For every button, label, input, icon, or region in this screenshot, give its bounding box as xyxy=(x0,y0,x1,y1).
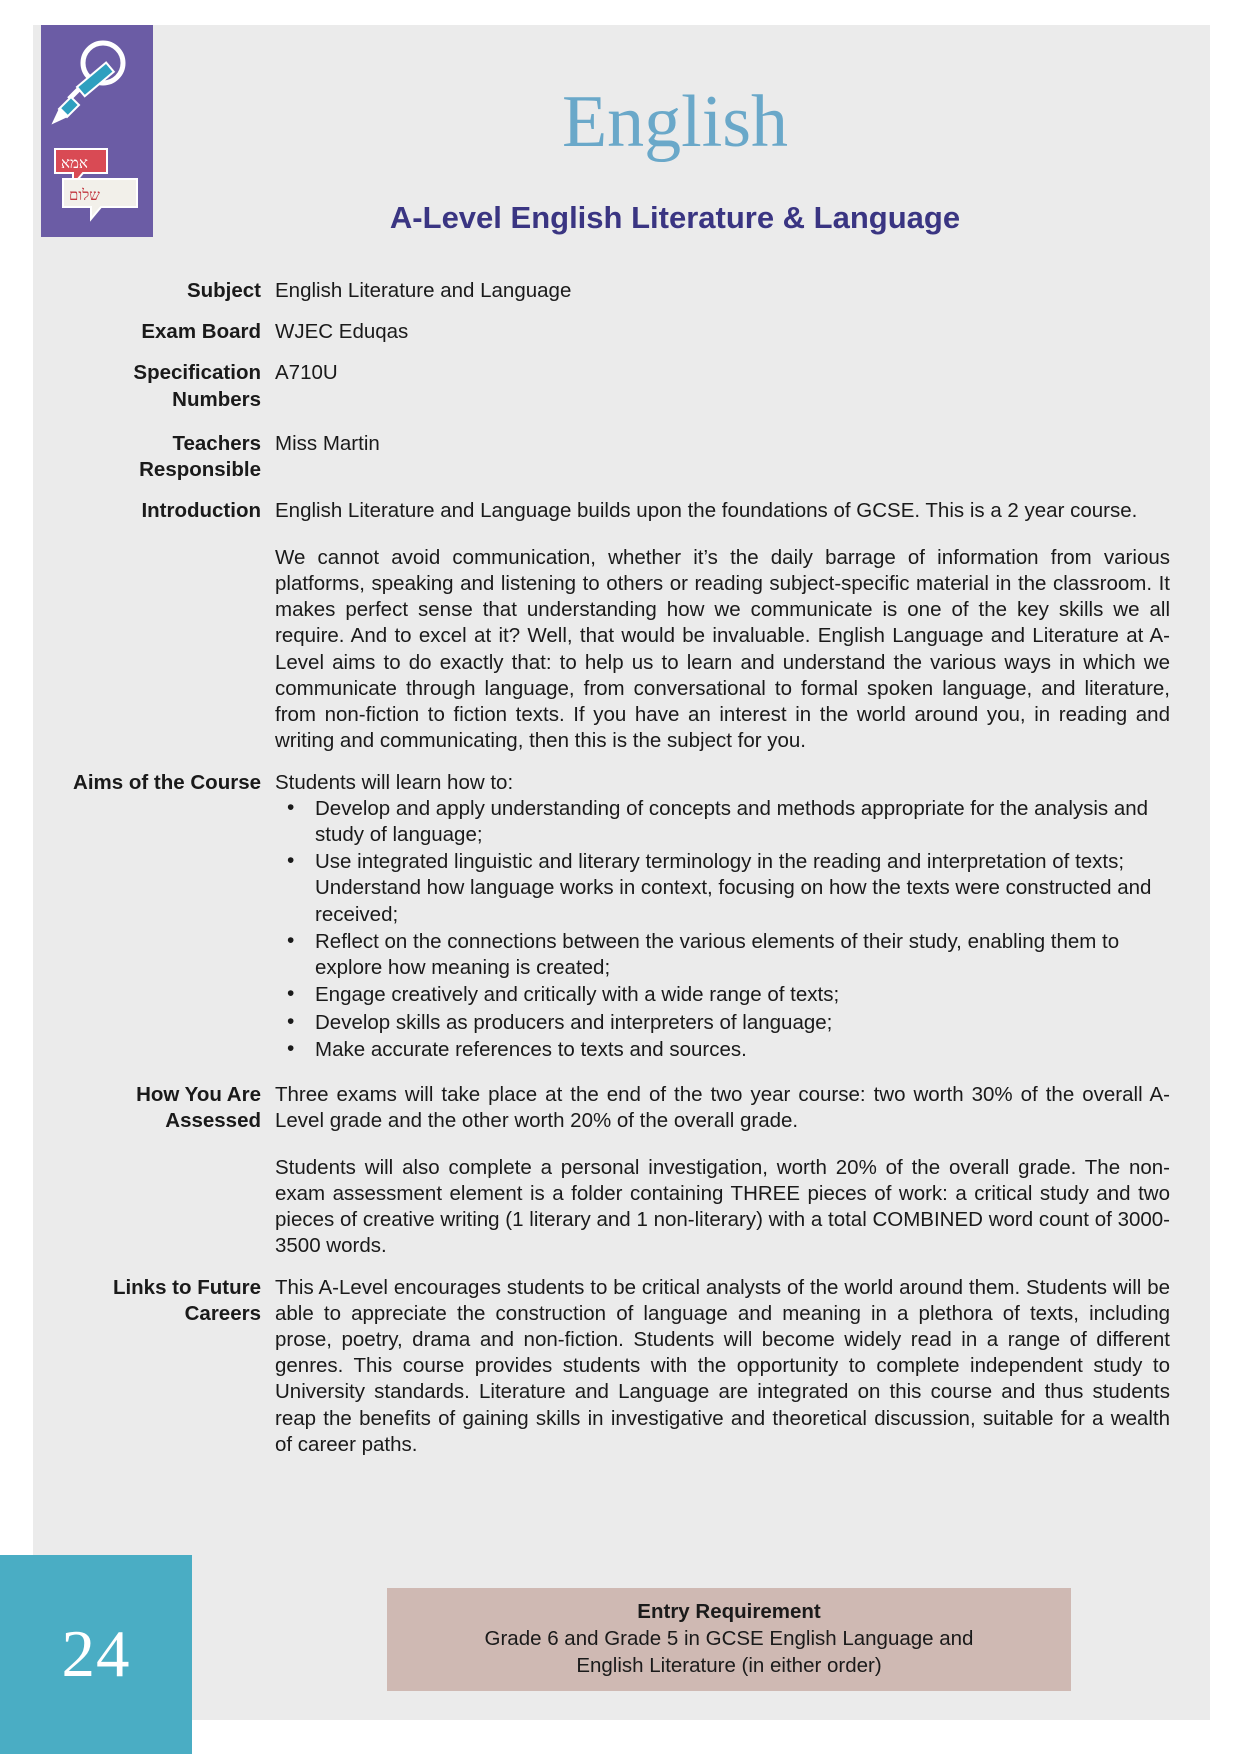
field-assessment-value xyxy=(275,1082,1170,1259)
course-details xyxy=(60,278,1170,1473)
page-title: English xyxy=(561,81,789,163)
introduction-paragraph-1: English Literature and Language builds upon the foundations of GCSE. This is a 2 year course. xyxy=(275,499,1138,523)
introduction-paragraph-2: We cannot avoid communication, whether it’s the daily barrage of information from various platforms, speaking and listening to others or reading subject-specific material in the classroom. It makes perfect sense that understanding how we communicate is one of the key skills we all require. And to excel at it? Well, that would be invaluable. English Language and Literature at A-Level aims to do exactly that: to help us to learn and understand the various ways in which we communicate through language, from conversational to formal spoken language, and literature, from non-fiction to fiction texts. If you have an interest in the world around you, in reading and writing and communicating, then this is the subject for you. xyxy=(275,545,1170,753)
list-item: • Use integrated linguistic and literary terminology in the reading and interpretation of texts; Understand how language works in context, focusing on how the texts were constructed and received; xyxy=(275,849,1170,928)
field-introduction-label: Introduction xyxy=(141,499,261,523)
assessment-paragraph-1: Three exams will take place at the end of the two year course: two worth 30% of the overall A-Level grade and the other worth 20% of the overall grade. xyxy=(275,1083,1170,1133)
field-specification-numbers-value: A710U xyxy=(275,361,338,385)
field-exam-board xyxy=(60,319,1170,345)
list-item: • Make accurate references to texts and sources. xyxy=(275,1037,1170,1063)
entry-requirement-title: Entry Requirement xyxy=(637,1599,821,1623)
field-exam-board-value: WJEC Eduqas xyxy=(275,320,409,344)
field-assessment xyxy=(60,1082,1170,1259)
page-subtitle: A-Level English Literature & Language xyxy=(389,200,961,235)
field-aims-value xyxy=(275,770,1170,1065)
left-margin-strip xyxy=(0,0,33,1754)
field-subject-label: Subject xyxy=(186,279,261,302)
aims-bullet-list xyxy=(275,796,1170,1063)
careers-paragraph-1: This A-Level encourages students to be critical analysts of the world around them. Students will be able to appreciate the construction of language and meaning in a plethora of texts, including prose, poetry, drama and non-fiction. Students will become widely read in a range of different genres. This course provides students with the opportunity to complete independent study to University standards. Literature and Language are integrated on this course and thus students reap the benefits of gaining skills in investigative and theoretical discussion, suitable for a wealth of career paths. xyxy=(275,1275,1170,1456)
field-assessment-label: How You Are Assessed xyxy=(136,1083,261,1133)
entry-requirement-box xyxy=(387,1588,1071,1691)
page-number: 24 xyxy=(0,1555,192,1754)
field-careers-value xyxy=(275,1275,1170,1459)
field-careers-label: Links to Future Careers xyxy=(112,1275,261,1325)
entry-requirement-line-2: English Literature (in either order) xyxy=(576,1653,882,1677)
svg-text:שלום: שלום xyxy=(69,188,100,204)
pencil-and-speech-bubble-icon xyxy=(41,25,153,237)
list-item: • Develop and apply understanding of concepts and methods appropriate for the analysis and study of language; xyxy=(275,796,1170,848)
field-teachers-responsible-value: Miss Martin xyxy=(275,431,380,455)
field-teachers-responsible-label: Teachers Responsible xyxy=(139,431,261,482)
field-aims xyxy=(60,770,1170,1065)
field-aims-label: Aims of the Course xyxy=(73,770,261,794)
list-item: • Engage creatively and critically with a wide range of texts; xyxy=(275,982,1170,1008)
svg-text:אמא: אמא xyxy=(61,156,88,172)
assessment-paragraph-2: Students will also complete a personal investigation, worth 20% of the overall grade. The non-exam assessment element is a folder containing THREE pieces of work: a critical study and two pieces of creative writing (1 literary and 1 non-literary) with a total COMBINED word count of 3000-3500 words. xyxy=(275,1155,1170,1258)
entry-requirement-line-1: Grade 6 and Grade 5 in GCSE English Language and xyxy=(484,1626,974,1650)
field-careers xyxy=(60,1275,1170,1459)
field-specification-numbers-label: Specification Numbers xyxy=(133,361,261,411)
field-subject-value: English Literature and Language xyxy=(275,279,572,302)
subject-logo xyxy=(41,25,153,237)
field-teachers-responsible xyxy=(60,431,1170,483)
field-specification-numbers xyxy=(60,360,1170,412)
list-item: • Reflect on the connections between the various elements of their study, enabling them to explore how meaning is created; xyxy=(275,929,1170,981)
field-introduction xyxy=(60,498,1170,754)
field-exam-board-label: Exam Board xyxy=(141,320,261,344)
field-subject xyxy=(60,278,1170,304)
aims-intro: Students will learn how to: xyxy=(275,770,514,794)
field-introduction-value xyxy=(275,498,1170,754)
list-item: • Develop skills as producers and interpreters of language; xyxy=(275,1010,1170,1036)
